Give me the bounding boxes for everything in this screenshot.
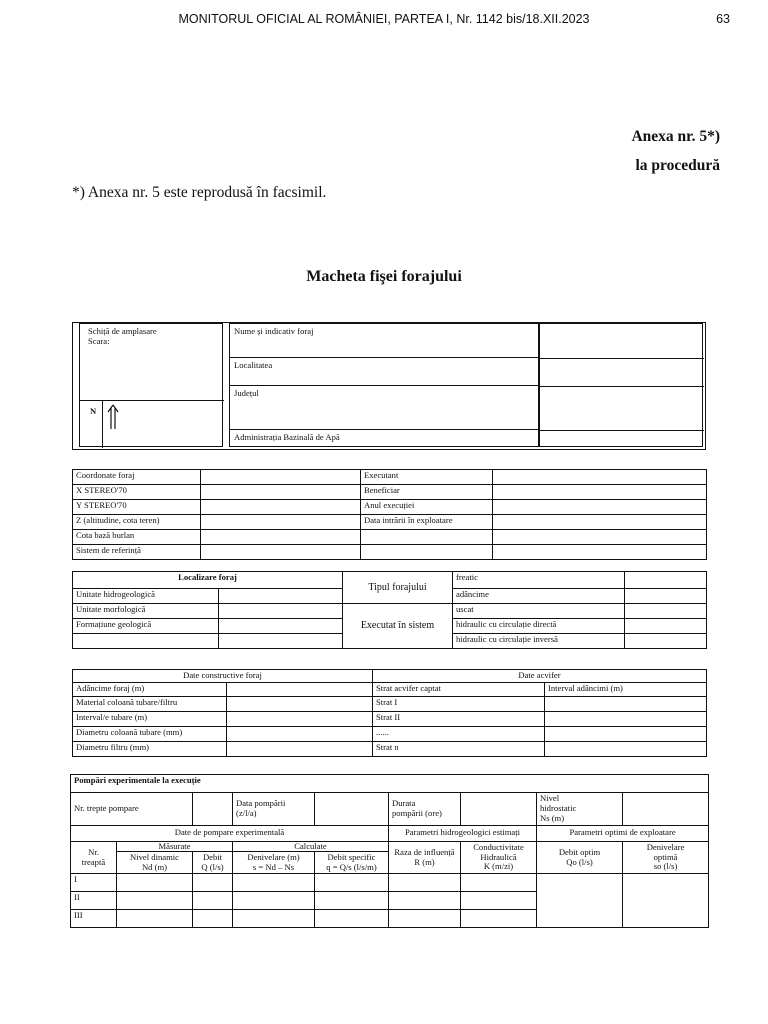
coordinates-label: Coordonate foraj (73, 470, 201, 485)
pumping-date-label: Data pompării (z/l/a) (233, 793, 315, 826)
localization-heading: Localizare foraj (73, 572, 343, 589)
table-row (73, 530, 707, 545)
y-stereo-label: Y STEREO'70 (73, 500, 201, 515)
table-row (73, 712, 707, 727)
sketch-box (79, 323, 223, 447)
locality-label: Localitatea (230, 358, 540, 386)
experimental-pumping-heading: Date de pompare experimentală (71, 825, 389, 841)
basin-label: Administrația Bazinală de Apă (234, 432, 340, 442)
morphological-unit-label: Unitate morfologică (73, 604, 219, 619)
well-depth-label: Adâncime foraj (m) (73, 683, 227, 697)
localization-table (72, 571, 707, 649)
table-row (73, 604, 707, 619)
optimal-params-heading: Parametri optimi de exploatare (537, 825, 709, 841)
static-level-label: Nivel hidrostatic Ns (m) (537, 793, 623, 826)
well-type-label: Tipul forajului (343, 572, 453, 604)
layer-ellipsis-label: ...... (373, 727, 545, 742)
casing-diameter-label: Diametru coloană tubare (mm) (73, 727, 227, 742)
flow-header: Debit Q (l/s) (193, 851, 233, 874)
filter-diameter-label: Diametru filtru (mm) (73, 742, 227, 757)
table-row (71, 874, 709, 892)
sketch-label: Schiță de amplasare (88, 326, 157, 336)
casing-material-label: Material coloană tubare/filtru (73, 697, 227, 712)
layer-n-label: Strat n (373, 742, 545, 757)
table-row (73, 500, 707, 515)
table-row (73, 515, 707, 530)
reference-system-label: Sistem de referință (73, 545, 201, 560)
page-header (0, 12, 768, 30)
dry-label: uscat (453, 604, 625, 619)
scale-label: Scara: (88, 335, 110, 346)
aquifer-heading: Date acvifer (373, 670, 707, 683)
table-row (73, 683, 707, 697)
layer-1-label: Strat I (373, 697, 545, 712)
contractor-label: Executant (361, 470, 493, 485)
north-label: N (90, 406, 97, 416)
table-row (71, 841, 709, 851)
casing-base-label: Cota bază burlan (73, 530, 201, 545)
specific-flow-header: Debit specific q = Q/s (l/s/m) (315, 851, 389, 874)
measured-header: Măsurate (117, 841, 233, 851)
influence-radius-header: Raza de influență R (m) (389, 841, 461, 874)
annex-label: Anexa nr. 5*) (631, 128, 720, 145)
table-row (71, 825, 709, 841)
document-title: Macheta fişei forajului (306, 268, 462, 285)
coordinates-table (72, 469, 707, 560)
hydraulic-conductivity-header: Conductivitate Hidraulică K (m/zi) (461, 841, 537, 874)
construction-heading: Date constructive foraj (73, 670, 373, 683)
construction-aquifer-table (72, 669, 707, 757)
depth-type-label: adâncime (453, 589, 625, 604)
sketch-identification-table (72, 322, 706, 450)
drawdown-header: Denivelare (m) s = Nd – Ns (233, 851, 315, 874)
table-row (73, 742, 707, 757)
table-row (73, 545, 707, 560)
table-row (73, 697, 707, 712)
north-arrow-icon (106, 404, 120, 435)
hydrogeological-params-heading: Parametri hidrogeologici estimați (389, 825, 537, 841)
captured-aquifer-label: Strat acvifer captat (373, 683, 545, 697)
well-name-label: Nume și indicativ foraj (230, 324, 540, 358)
layer-2-label: Strat II (373, 712, 545, 727)
beneficiary-label: Beneficiar (361, 485, 493, 500)
page-number: 63 (716, 12, 730, 26)
x-stereo-label: X STEREO'70 (73, 485, 201, 500)
hydrogeological-unit-label: Unitate hidrogeologică (73, 589, 219, 604)
calculated-header: Calculate (233, 841, 389, 851)
phreatic-label: freatic (453, 572, 625, 589)
geological-formation-label: Formațiune geologică (73, 619, 219, 634)
step-3-label: III (71, 910, 117, 928)
table-row (73, 485, 707, 500)
execution-system-label: Executat în sistem (343, 604, 453, 649)
optimal-drawdown-header: Denivelare optimă so (l/s) (623, 841, 709, 874)
step-2-label: II (71, 892, 117, 910)
pumping-tests-heading: Pompări experimentale la execuție (71, 775, 709, 793)
table-row (71, 793, 709, 826)
dynamic-level-header: Nivel dinamic Nd (m) (117, 851, 193, 874)
table-row (73, 670, 707, 683)
optimal-flow-header: Debit optim Qo (l/s) (537, 841, 623, 874)
pumping-duration-label: Durata pompării (ore) (389, 793, 461, 826)
facsimile-note: *) Anexa nr. 5 este reprodusă în facsimil. (72, 184, 327, 201)
table-row (73, 727, 707, 742)
table-row (73, 572, 707, 589)
table-row (73, 470, 707, 485)
table-row (71, 775, 709, 793)
identification-fields (229, 323, 539, 447)
direct-circulation-label: hidraulic cu circulație directă (453, 619, 625, 634)
execution-year-label: Anul execuției (361, 500, 493, 515)
identification-values (539, 323, 703, 447)
altitude-label: Z (altitudine, cota teren) (73, 515, 201, 530)
gazette-title: MONITORUL OFICIAL AL ROMÂNIEI, PARTEA I, Nr. 1142 bis/18.XII.2023 (178, 12, 590, 26)
operation-date-label: Data intrării în exploatare (361, 515, 493, 530)
step-number-header: Nr. treaptă (71, 841, 117, 874)
reverse-circulation-label: hidraulic cu circulație inversă (453, 634, 625, 649)
pumping-tests-table (70, 774, 709, 928)
depth-interval-label: Interval adâncimi (m) (545, 683, 707, 697)
step-1-label: I (71, 874, 117, 892)
county-label: Județul (230, 386, 540, 430)
annex-procedure: la procedură (635, 157, 720, 174)
pumping-steps-label: Nr. trepte pompare (71, 793, 193, 826)
casing-interval-label: Interval/e tubare (m) (73, 712, 227, 727)
